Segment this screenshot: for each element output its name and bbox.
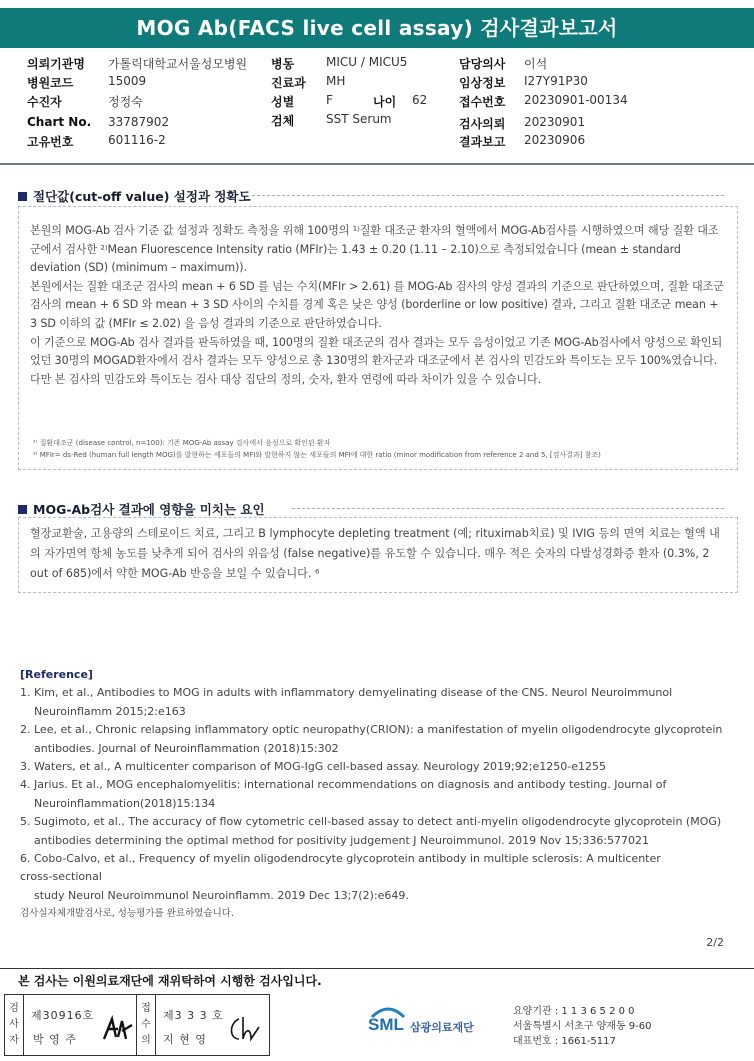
info-label: 진료과 [271, 76, 306, 90]
reference-item-cont: antibodies. Journal of Neuroinflammation (2018)15:302 [34, 741, 339, 755]
receiver-label-text: 접수의 [141, 1003, 151, 1046]
examiner-label-text: 검사자 [9, 1003, 19, 1046]
receiver-name: 지 현 영 [163, 1033, 207, 1046]
reference-item: 4. Jarius. Et al., MOG encephalomyelitis: international recommendations on diagnosis and antibody testing. Journal of [20, 778, 667, 792]
patient-info [0, 55, 754, 150]
reference-heading: [Reference] [20, 668, 93, 681]
info-label: 수진자 [27, 95, 62, 109]
paragraph: 본원에서는 질환 대조군 검사의 mean + 6 SD 를 넘는 수치(MFIr > 2.61) 를 MOG-Ab 검사의 양성 결과의 기준으로 판단하였으며, 질환 대조군 검사의 mean + 6 SD 와 mean + 3 SD 사이의 수치를 경계 혹은 낮은 양성 (borderline or low positive) 결과, 그리고 질환 대조군 mean + 3 SD 이하의 값 (MFIr ≤ 2.02) 을 음성 결과의 기준으로 판단하였습니다. [30, 279, 724, 330]
reference-item-cont: antibodies determining the optimal method for positivity judgement J Neuroimmunol. 2019 Nov 15;336:577021 [34, 833, 650, 847]
info-label: Chart No. [27, 115, 92, 129]
footnote: ¹⁾ 질환대조군 (disease control, n=100): 기존 MOG-Ab assay 검사에서 음성으로 확인된 환자 [33, 439, 331, 447]
specimen: SST Serum [326, 112, 392, 126]
doctor: 이석 [524, 57, 548, 71]
heading-dash-line [292, 508, 724, 509]
section-heading-factors [18, 500, 265, 518]
info-label: 고유번호 [27, 135, 74, 149]
heading-dash-line [252, 195, 724, 196]
reference-item: 5. Sugimoto, et al., The accuracy of flow cytometric cell-based assay to detect anti-myelin oligodendrocyte glycoprotein (MOG) [20, 815, 722, 829]
section-heading-text: MOG-Ab검사 결과에 영향을 미치는 요인 [33, 502, 265, 517]
sex: F [326, 93, 333, 107]
ward: MICU / MICU5 [326, 55, 408, 69]
paragraph: 본원의 MOG-Ab 검사 기준 값 설정과 정확도 측정을 위해 100명의 ¹⁾질환 대조군 환자의 혈액에서 MOG-Ab검사를 시행하였으며 해당 질환 대조군에서 검사한 ²⁾Mean Fluorescence Intensity ratio (MFIr)는 1.43 ± 0.20 (1.11 – 2.10)으로 측정되었습니다 (mean ± standard deviation (SD) (minimum – maximum)). [30, 224, 719, 275]
info-label: 검체 [271, 114, 295, 128]
bullet-square-icon [18, 505, 27, 514]
chart-number: 33787902 [108, 115, 170, 129]
validation-note: 검사실자체개발검사로, 성능평가를 완료하였습니다. [20, 908, 234, 920]
info-label: 임상정보 [459, 76, 506, 90]
lab-address [513, 1004, 652, 1049]
accession-number: 20230901-00134 [524, 93, 628, 107]
factors-text: 혈장교환술, 고용량의 스테로이드 치료, 그리고 B lymphocyte depleting treatment (예; rituximab치료) 및 IVIG 등의 면역 치료는 혈액 내의 자가면역 항체 농도를 낮추게 되어 검사의 위음성 (false negative)를 유도할 수 있습니다. 매우 적은 숫자의 다발성경화증 환자 (0.3%, 2 out of 685)에서 약한 MOG-Ab 반응을 보일 수 있습니다. ⁶ [30, 527, 720, 580]
reference-item: 6. Cobo-Calvo, et al., Frequency of myelin oligodendrocyte glycoprotein antibody in multiple sclerosis: A multicenter [20, 852, 661, 866]
reference-item: 1. Kim, et al., Antibodies to MOG in adults with inflammatory demyelinating disease of the CNS. Neurol Neuroimmunol [20, 686, 673, 700]
info-label: 접수번호 [459, 95, 506, 109]
examiner-registration: 제30916호 [31, 1009, 95, 1022]
reference-list [20, 666, 740, 924]
info-label: 검사의뢰 [459, 117, 506, 131]
footer-divider [0, 968, 754, 969]
cutoff-text [30, 222, 726, 389]
receiver-label [136, 995, 156, 1055]
reference-item: 3. Waters, et al., A multicenter comparison of MOG-IgG cell-based assay. Neurology 2019;92;e1250-e1255 [20, 760, 606, 774]
outsourcing-notice: 본 검사는 이원의료재단에 재위탁하여 시행한 검사입니다. [18, 974, 322, 988]
footnotes [33, 437, 723, 461]
patient-name: 정정숙 [108, 95, 143, 109]
section-heading-cutoff [18, 187, 251, 205]
phone: 대표번호 : 1661-5117 [513, 1036, 616, 1047]
bullet-square-icon [18, 192, 27, 201]
clinical-info: I27Y91P30 [524, 74, 588, 88]
info-label: 나이 [373, 95, 397, 109]
section-heading-text: 절단값(cut-off value) 설정과 정확도 [33, 189, 251, 204]
paragraph: 이 기준으로 MOG-Ab 검사 결과를 판독하였을 때, 100명의 질환 대조군의 검사 결과는 모두 음성이었고 기존 MOG-Ab검사에서 양성으로 확인되었던 30명의 MOGAD환자에서 검사 결과는 모두 양성으로 총 130명의 환자군과 대조군에서 본 검사의 민감도와 특이도는 모두 100%였습니다. 다만 본 검사의 민감도와 특이도는 검사 대상 집단의 정의, 숫자, 환자 연령에 따라 차이가 있을 수 있습니다. [30, 335, 723, 386]
examiner-label [5, 995, 24, 1055]
department: MH [326, 74, 346, 88]
requesting-institution: 가톨릭대학교서울성모병원 [108, 57, 248, 71]
reference-item-cont: study Neurol Neuroimmunol Neuroinflamm. 2019 Dec 13;7(2):e649. [34, 888, 409, 902]
receiver-registration: 제3 3 3 호 [163, 1009, 224, 1022]
report-date: 20230906 [524, 133, 586, 147]
info-label: 담당의사 [459, 57, 506, 71]
reference-item-cont: cross-sectional [20, 870, 102, 884]
info-label: 결과보고 [459, 135, 506, 149]
report-title: MOG Ab(FACS live cell assay) 검사결과보고서 [0, 8, 754, 48]
reference-item-cont: Neuroinflamm 2015;2:e163 [34, 704, 186, 718]
examiner-name: 박 영 주 [33, 1033, 77, 1046]
address: 서울특별시 서초구 양재동 9-60 [513, 1021, 652, 1032]
signature-block [4, 994, 270, 1056]
hospital-code: 15009 [108, 74, 147, 88]
info-label: 성별 [271, 95, 295, 109]
facility-code: 요양기관 : 1 1 3 6 5 2 0 0 [513, 1006, 635, 1017]
info-label: 의뢰기관명 [27, 57, 85, 71]
header-divider [0, 163, 754, 165]
reference-item: 2. Lee, et al., Chronic relapsing inflammatory optic neuropathy(CRION): a manifestation of myelin oligodendrocyte glycoprotein [20, 723, 723, 737]
request-date: 20230901 [524, 115, 586, 129]
page-number: 2/2 [706, 936, 724, 949]
unique-number: 601116-2 [108, 133, 166, 147]
info-label: 병원코드 [27, 76, 74, 90]
receiver-signature [225, 1013, 265, 1045]
logo-name: 삼광의료재단 [410, 1021, 474, 1034]
logo-mark: SML [368, 1015, 404, 1034]
age: 62 [412, 93, 428, 107]
reference-item-cont: Neuroinflammation(2018)15:134 [34, 796, 216, 810]
examiner-signature [100, 1011, 136, 1045]
info-label: 병동 [271, 57, 295, 71]
footnote: ²⁾ MFIr= ds-Red (human full length MOG)를 발현하는 세포들의 MFI와 발현하지 않는 세포들의 MFI에 대한 ratio (minor modification from reference 2 and 5, [검사결과] 참조) [33, 451, 601, 459]
